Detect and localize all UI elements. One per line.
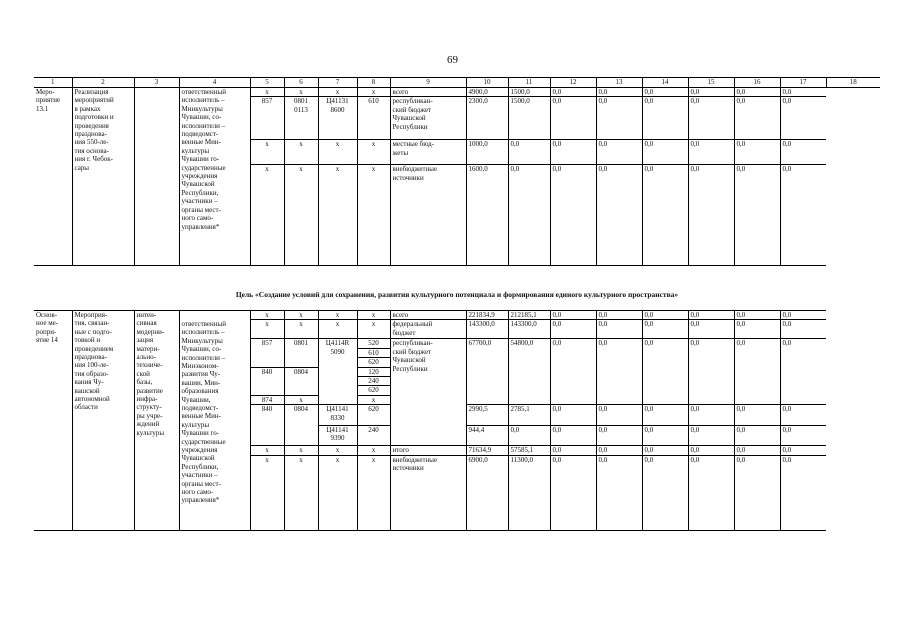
value-cell: 0,0 [688,425,734,446]
col-number: 6 [284,78,318,88]
value-cell: 0,0 [780,311,826,320]
event-goal-cell: интен- сивная модерни- зация матери- ально- техниче- ской базы, развитие инфра- структу- ры учре- ждений культуры [134,311,179,531]
cell: 240 [357,377,390,386]
value-cell: 0,0 [642,320,688,339]
value-cell: 0,0 [596,311,642,320]
event-code-cell: Основ- ное ме- ропри- ятие 14 [34,311,72,531]
value-cell: 0,0 [596,339,642,405]
cell: х [357,455,390,530]
source-cell: внебюджетные источники [390,165,466,266]
value-cell: 0,0 [688,88,734,97]
value-cell: 0,0 [780,88,826,97]
source-cell: республикан- ский бюджет Чувашской Республики [390,97,466,140]
cell: Ц41141 9390 [318,425,357,446]
cell: х [318,311,357,320]
cell: х [318,140,357,165]
cell: х [318,320,357,339]
program-table-part-1 [34,77,880,266]
value-cell: 0,0 [642,311,688,320]
cell: 857 [250,97,284,140]
event-title-cell: Мероприя- тия, связан- ные с подго- товкой и проведением празднова- ния 100-ле- тия образо- вания Чу- вашской автономной области [72,311,134,531]
source-cell: местные бюд- жеты [390,140,466,165]
value-cell: 143300,0 [466,320,508,339]
value-cell: 0,0 [550,311,596,320]
source-cell: итого [390,446,466,455]
cell: 0801 [284,339,318,348]
value-cell: 0,0 [550,165,596,266]
responsible-cell: ответственный исполнитель – Минкультуры Чувашии, со- исполнители – подведомст- венные Мин- культуры Чувашии го- сударственные учреждения Чувашской Республики, участники – органы мест- ного само- управления* [179,88,250,266]
cell: 840 [250,405,284,426]
value-cell: 0,0 [550,140,596,165]
value-cell: 0,0 [688,97,734,140]
value-cell: 0,0 [642,140,688,165]
value-cell: 0,0 [734,455,780,530]
value-cell: 0,0 [596,405,642,426]
cell [284,358,318,367]
cell: 120 [357,367,390,376]
value-cell: 0,0 [642,455,688,530]
cell: х [318,446,357,455]
value-cell: 0,0 [550,97,596,140]
value-cell: 0,0 [734,425,780,446]
value-cell: 0,0 [688,320,734,339]
value-cell: 0,0 [780,405,826,426]
cell: х [357,165,390,266]
value-cell: 6900,0 [466,455,508,530]
col-number: 5 [250,78,284,88]
value-cell: 0,0 [550,88,596,97]
col-number: 13 [596,78,642,88]
cell [250,348,284,357]
col-number: 14 [642,78,688,88]
cell [250,358,284,367]
value-cell: 0,0 [688,165,734,266]
value-cell: 0,0 [780,97,826,140]
value-cell: 2990,5 [466,405,508,426]
value-cell: 0,0 [596,88,642,97]
value-cell: 0,0 [780,320,826,339]
value-cell: 1500,0 [508,88,550,97]
cell: 840 [250,367,284,376]
cell: 874 [250,395,284,404]
cell [250,377,284,386]
source-cell: федеральный бюджет [390,320,466,339]
cell: х [357,88,390,97]
cell: 0804 [284,405,318,426]
value-cell: 0,0 [550,446,596,455]
cell [284,348,318,357]
cell: 610 [357,97,390,140]
col-number: 1 [34,78,72,88]
value-cell: 0,0 [508,165,550,266]
event-code-cell: Меро- приятие 13.1 [34,88,72,266]
value-cell: 0,0 [596,446,642,455]
value-cell: 0,0 [688,339,734,405]
empty-cell [179,311,250,320]
value-cell: 0,0 [734,165,780,266]
goal-heading: Цель «Создание условий для сохранения, развития культурного потенциала и формирования единого культурного пространства» [235,290,679,299]
cell: х [250,88,284,97]
cell: 240 [357,425,390,446]
value-cell: 57585,1 [508,446,550,455]
value-cell: 0,0 [734,405,780,426]
value-cell: 0,0 [780,455,826,530]
cell: Ц41141 8330 [318,405,357,426]
col-number: 4 [179,78,250,88]
value-cell: 0,0 [596,97,642,140]
value-cell: 0,0 [596,165,642,266]
cell: х [357,311,390,320]
cell: х [284,165,318,266]
value-cell: 0,0 [596,320,642,339]
value-cell: 2785,1 [508,405,550,426]
value-cell: 0,0 [734,446,780,455]
cell: х [250,165,284,266]
cell: х [284,455,318,530]
cell: х [357,140,390,165]
empty-cell [284,425,318,446]
col-number: 15 [688,78,734,88]
col-number: 7 [318,78,357,88]
cell: х [250,446,284,455]
value-cell: 0,0 [734,97,780,140]
cell: х [357,395,390,404]
cell: х [250,320,284,339]
value-cell: 11300,0 [508,455,550,530]
col-number: 2 [72,78,134,88]
col-number: 17 [780,78,826,88]
event-goal-cell [134,88,179,266]
value-cell: 0,0 [642,165,688,266]
table-row [34,311,880,320]
value-cell: 0,0 [596,140,642,165]
cell: х [250,140,284,165]
value-cell: 1000,0 [466,140,508,165]
value-cell: 0,0 [508,140,550,165]
value-cell: 0,0 [550,320,596,339]
value-cell: 71634,9 [466,446,508,455]
value-cell: 0,0 [642,88,688,97]
event-title-cell: Реализация мероприятий в рамках подготовки и проведения празднова- ния 550-ле- тия основа- ния г. Чебок- сары [72,88,134,266]
col-number: 8 [357,78,390,88]
cell: 620 [357,358,390,367]
cell: 520 [357,339,390,348]
value-cell: 0,0 [688,455,734,530]
cell: х [357,320,390,339]
value-cell: 0,0 [642,339,688,405]
value-cell: 0,0 [780,446,826,455]
cell [250,386,284,395]
cell: Ц41131 8600 [318,97,357,140]
cell: х [284,140,318,165]
program-table-part-2 [34,310,880,531]
value-cell: 0,0 [688,140,734,165]
value-cell: 0,0 [642,405,688,426]
cell: х [357,446,390,455]
cell: 857 [250,339,284,348]
value-cell: 0,0 [688,311,734,320]
cell: Ц4114R 5090 [318,339,357,405]
value-cell: 944,4 [466,425,508,446]
cell: х [284,320,318,339]
value-cell: 0,0 [734,311,780,320]
value-cell: 0,0 [596,455,642,530]
source-cell: республикан- ский бюджет Чувашской Республики [390,339,466,446]
page-number: 69 [447,54,458,66]
cell [284,377,318,386]
value-cell: 4900,0 [466,88,508,97]
col-number: 16 [734,78,780,88]
cell: 0801 0113 [284,97,318,140]
value-cell: 0,0 [688,405,734,426]
value-cell: 2300,0 [466,97,508,140]
cell: 620 [357,405,390,426]
value-cell: 0,0 [642,425,688,446]
cell: 610 [357,348,390,357]
cell: 0804 [284,367,318,376]
value-cell: 0,0 [550,405,596,426]
value-cell: 0,0 [550,339,596,405]
value-cell: 0,0 [734,140,780,165]
cell: х [250,311,284,320]
value-cell: 0,0 [780,165,826,266]
value-cell: 0,0 [734,88,780,97]
value-cell: 1600,0 [466,165,508,266]
value-cell: 212185,1 [508,311,550,320]
table-row [34,88,880,97]
cell: х [284,88,318,97]
col-number: 12 [550,78,596,88]
value-cell: 0,0 [734,320,780,339]
cell: х [318,88,357,97]
cell: х [318,455,357,530]
cell [284,386,318,395]
responsible-cell: ответственный исполнитель – Минкультуры Чувашии, со- исполнители – Минэконом- развития Чу- вашии, Мин- образования Чувашии, подведомст- венные Мин- культуры Чувашии го- сударственные учреждения Чувашской Республики, участники – органы мест- ного само- управления* [179,320,250,530]
cell: х [284,311,318,320]
value-cell: 0,0 [642,97,688,140]
value-cell: 0,0 [508,425,550,446]
value-cell: 0,0 [642,446,688,455]
column-number-row [34,78,880,88]
source-cell: внебюджетные источники [390,455,466,530]
empty-cell [250,425,284,446]
value-cell: 0,0 [734,339,780,405]
col-number: 18 [826,78,880,88]
col-number: 10 [466,78,508,88]
source-cell: всего [390,88,466,97]
value-cell: 0,0 [780,425,826,446]
cell: 620 [357,386,390,395]
value-cell: 0,0 [550,425,596,446]
value-cell: 0,0 [688,446,734,455]
cell: х [284,446,318,455]
value-cell: 1500,0 [508,97,550,140]
value-cell: 221834,9 [466,311,508,320]
cell: х [318,165,357,266]
source-cell: всего [390,311,466,320]
value-cell: 0,0 [780,140,826,165]
col-number: 11 [508,78,550,88]
value-cell: 67700,0 [466,339,508,405]
value-cell: 54800,0 [508,339,550,405]
col-number: 9 [390,78,466,88]
value-cell: 0,0 [780,339,826,405]
value-cell: 143300,0 [508,320,550,339]
col-number: 3 [134,78,179,88]
cell: х [284,395,318,404]
value-cell: 0,0 [550,455,596,530]
cell: х [250,455,284,530]
value-cell: 0,0 [596,425,642,446]
